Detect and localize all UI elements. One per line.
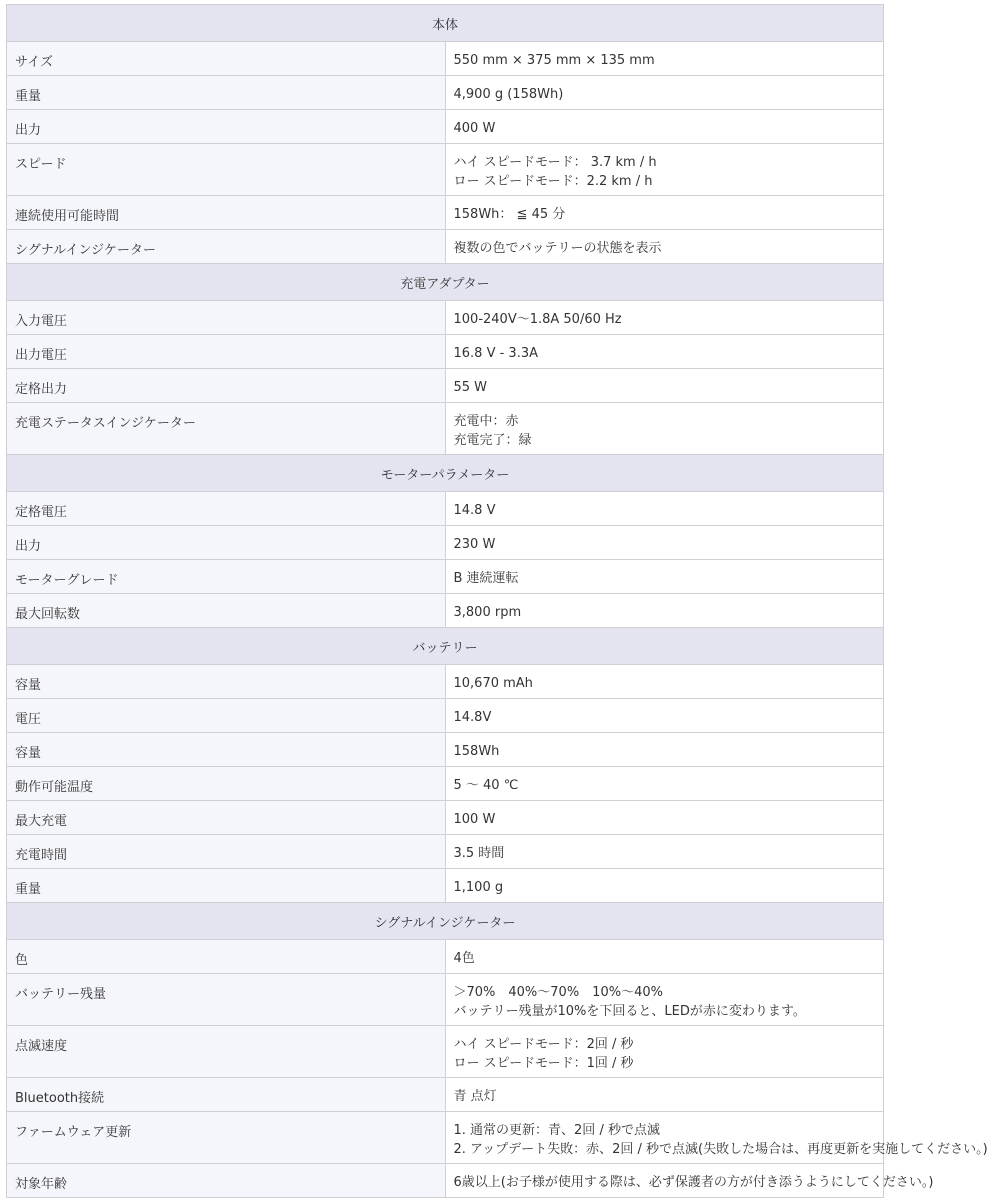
spec-label: ファームウェア更新 [7,1112,446,1164]
spec-value-line: 1. 通常の更新：青、2回 / 秒で点滅 [453,1123,660,1138]
spec-value [445,144,884,196]
spec-value [445,869,884,903]
spec-row [7,1078,884,1112]
section-header-row [7,455,884,492]
spec-value-line: 充電中：赤 [453,414,519,429]
spec-value [445,335,884,369]
spec-label: 電圧 [7,699,446,733]
spec-value-line: 4,900 g (158Wh) [453,87,564,102]
spec-row [7,196,884,230]
spec-label: 充電ステータスインジケーター [7,403,446,455]
spec-value-line: ＞70% 40%～70% 10%～40% [453,985,663,1000]
spec-value-line: 100-240V～1.8A 50/60 Hz [453,312,622,327]
spec-label: サイズ [7,42,446,76]
spec-value [445,1026,884,1078]
spec-row [7,144,884,196]
spec-value-line: 4色 [453,951,475,966]
spec-value-line: B 連続運転 [453,571,519,586]
spec-label: シグナルインジケーター [7,230,446,264]
spec-row [7,42,884,76]
spec-value-line: 10,670 mAh [453,676,533,691]
spec-label: 最大充電 [7,801,446,835]
spec-row [7,110,884,144]
spec-row [7,560,884,594]
spec-value [445,801,884,835]
spec-value [445,1078,884,1112]
spec-row [7,699,884,733]
spec-value-line: 158Wh [453,744,500,759]
spec-label: 定格出力 [7,369,446,403]
spec-label: 動作可能温度 [7,767,446,801]
spec-value [445,301,884,335]
section-title: モーターパラメーター [7,455,884,492]
spec-value [445,974,884,1026]
spec-label: 対象年齢 [7,1164,446,1198]
spec-table-body [7,5,988,1198]
spec-label: 容量 [7,733,446,767]
spec-value-line: 400 W [453,121,496,136]
spec-value-line: 158Wh： ≦ 45 分 [453,207,566,222]
spec-value [445,699,884,733]
section-title: シグナルインジケーター [7,903,884,940]
spec-label: モーターグレード [7,560,446,594]
spec-value-line: 550 mm × 375 mm × 135 mm [453,53,655,68]
spec-value [445,1112,988,1164]
spec-value-line: 16.8 V - 3.3A [453,346,538,361]
spec-value [445,560,884,594]
spec-label: Bluetooth接続 [7,1078,446,1112]
spec-row [7,526,884,560]
spec-row [7,869,884,903]
spec-label: スピード [7,144,446,196]
spec-row [7,801,884,835]
spec-row [7,733,884,767]
spec-value [445,42,884,76]
spec-value-line: ロー スピードモード：1回 / 秒 [453,1056,634,1071]
spec-row [7,767,884,801]
spec-row [7,492,884,526]
spec-row [7,665,884,699]
spec-value-line: 青 点灯 [453,1089,497,1104]
spec-label: 色 [7,940,446,974]
spec-label: 連続使用可能時間 [7,196,446,230]
spec-value-line: 55 W [453,380,488,395]
section-header-row [7,264,884,301]
spec-value [445,492,884,526]
spec-row [7,1026,884,1078]
spec-value [445,110,884,144]
spec-row [7,594,884,628]
spec-value-line: 14.8 V [453,503,496,518]
spec-value [445,369,884,403]
spec-value [445,526,884,560]
spec-label: 重量 [7,869,446,903]
spec-label: 最大回転数 [7,594,446,628]
spec-label: バッテリー残量 [7,974,446,1026]
spec-value [445,733,884,767]
spec-label: 充電時間 [7,835,446,869]
spec-value-line: 1,100 g [453,880,504,895]
spec-row [7,974,884,1026]
spec-value [445,665,884,699]
spec-value [445,230,884,264]
spec-value-line: ロー スピードモード：2.2 km / h [453,174,653,189]
spec-row [7,1112,884,1164]
spec-label: 出力電圧 [7,335,446,369]
spec-value-line: 3.5 時間 [453,846,505,861]
spec-value [445,835,884,869]
section-title: バッテリー [7,628,884,665]
spec-label: 容量 [7,665,446,699]
spec-value [445,1164,934,1198]
spec-label: 定格電圧 [7,492,446,526]
spec-label: 出力 [7,526,446,560]
spec-value [445,76,884,110]
spec-value-line: 2. アップデート失敗：赤、2回 / 秒で点滅(失敗した場合は、再度更新を実施してください。) [453,1142,988,1157]
section-header-row [7,903,884,940]
spec-label: 重量 [7,76,446,110]
spec-value [445,403,884,455]
spec-label: 出力 [7,110,446,144]
spec-row [7,940,884,974]
spec-value-line: 100 W [453,812,496,827]
spec-value-line: ハイ スピードモード： 3.7 km / h [453,155,657,170]
spec-row [7,76,884,110]
spec-row [7,1164,884,1198]
spec-label: 点滅速度 [7,1026,446,1078]
spec-table [6,4,988,1198]
section-title: 本体 [7,5,884,42]
spec-label: 入力電圧 [7,301,446,335]
spec-value [445,940,884,974]
spec-value-line: ハイ スピードモード：2回 / 秒 [453,1037,634,1052]
spec-value-line: 複数の色でバッテリーの状態を表示 [453,241,662,256]
spec-row [7,369,884,403]
section-title: 充電アダプター [7,264,884,301]
spec-value [445,767,884,801]
spec-value-line: 14.8V [453,710,492,725]
spec-value-line: 6歳以上(お子様が使用する際は、必ず保護者の方が付き添うようにしてください。) [453,1175,934,1190]
spec-value [445,196,884,230]
spec-row [7,335,884,369]
spec-value-line: バッテリー残量が10%を下回ると、LEDが赤に変わります。 [453,1004,806,1019]
section-header-row [7,628,884,665]
spec-value-line: 充電完了：緑 [453,433,532,448]
spec-value-line: 230 W [453,537,496,552]
spec-value [445,594,884,628]
spec-row [7,835,884,869]
spec-row [7,301,884,335]
spec-row [7,403,884,455]
spec-row [7,230,884,264]
spec-value-line: 5 ～ 40 ℃ [453,778,519,793]
spec-value-line: 3,800 rpm [453,605,522,620]
section-header-row [7,5,884,42]
